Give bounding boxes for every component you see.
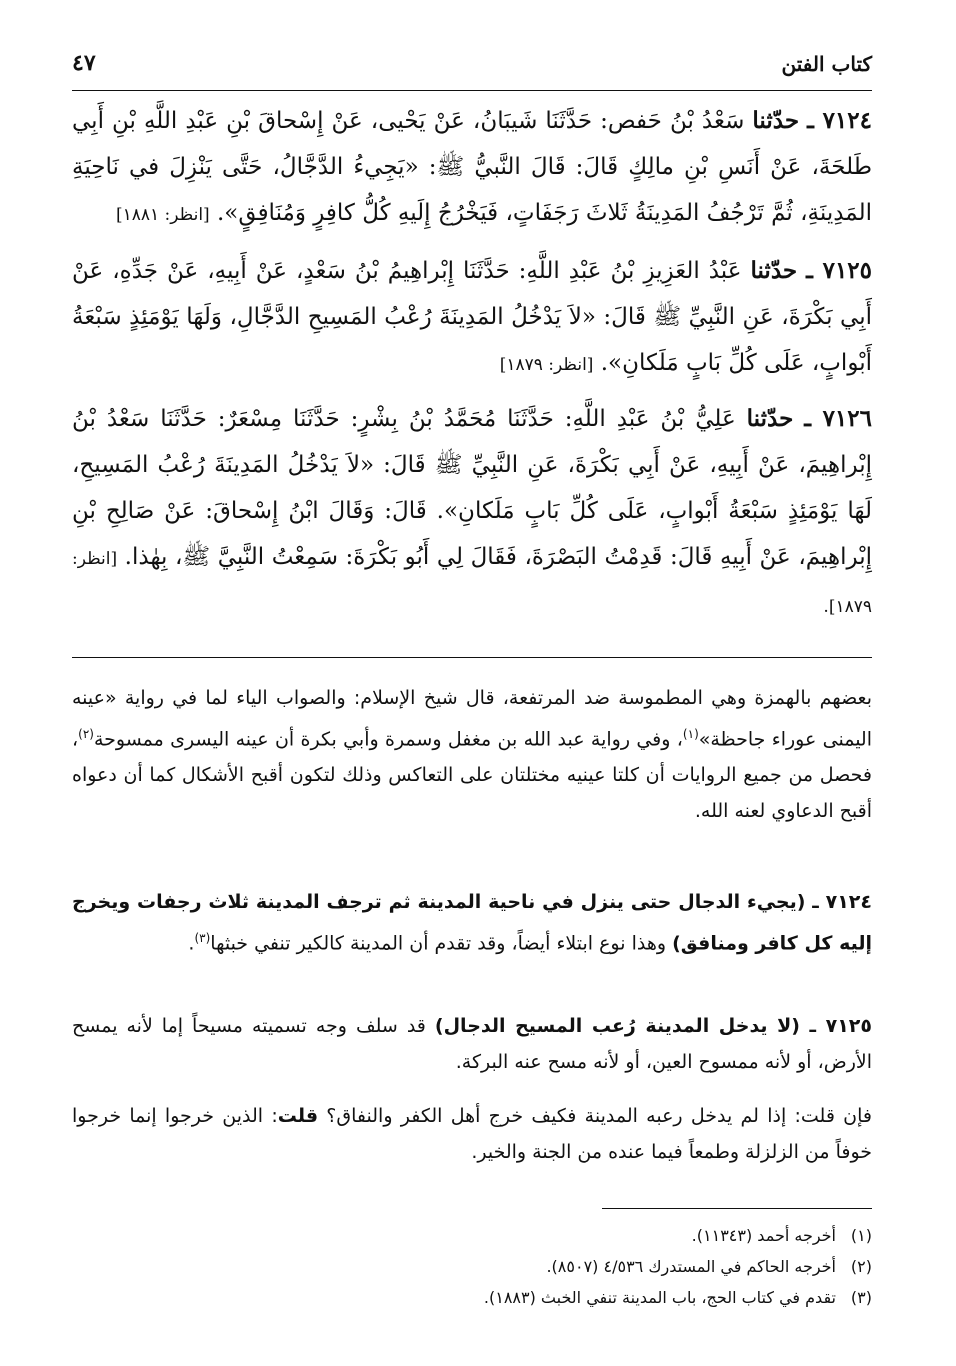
hadith-text: عَلِيُّ بْنُ عَبْدِ اللَّهِ: حَدَّثَنَا مُحَمَّدُ بْنُ بِشْرٍ: حَدَّثَنَا مِسْعَرٌ: حَدَّثَنَا سَعْدُ بْنُ إِبْراهِيمَ، عَنْ أَبِيهِ، عَنْ أَبِي بَكْرَةَ، عَنِ النَّبِيِّ ﷺ قَالَ: «لاَ يَدْخُلُ المَدِينَةَ رُعْبُ المَسِيحِ، لَهَا يَوْمَئِذٍ سَبْعَةُ أَبْوابٍ، عَلَى كُلِّ بَابٍ مَلَكانِ». قَالَ: وَقَالَ ابْنُ إِسْحاقَ: عَنْ صَالِحِ بْنِ إِبْراهِيمَ، عَنْ أَبِيهِ قَالَ: قَدِمْتُ البَصْرَةَ، فَقَالَ لِي أَبُو بَكْرَةَ: سَمِعْتُ النَّبِيَّ ﷺ، بِهٰذا. xyxy=(72,406,872,570)
footnote-number: (١) xyxy=(850,1226,872,1245)
commentary-paragraph xyxy=(72,1098,872,1170)
hadith-number: ٧١٢٥ ـ xyxy=(806,257,873,284)
section-divider xyxy=(72,657,872,658)
hadith-number: ٧١٢٤ ـ xyxy=(807,107,872,134)
footnote-item xyxy=(72,1251,872,1282)
footnote-number: (٢) xyxy=(850,1257,872,1276)
running-header xyxy=(72,40,872,91)
footnote-text: تقدم في كتاب الحج، باب المدينة تنفي الخبث (١٨٨٣). xyxy=(483,1288,836,1307)
footnote-number: (٣) xyxy=(850,1288,872,1307)
hadith-text: سَعْدُ بْنُ حَفص: حَدَّثَنَا شَيبَانُ، عَنْ يَحْيى، عَنْ إِسْحاقَ بْنِ عَبْدِ اللَّهِ بْنِ أَبِي طَلحَةَ، عَنْ أَنَسِ بْنِ مالِكٍ قَالَ: قَالَ النَّبيُّ ﷺ: «يَجِيءُ الدَّجَّالُ، حَتَّى يَنْزِلَ في نَاحِيَةِ المَدِينَةِ، ثُمَّ تَرْجُفُ المَدِينَةُ ثَلاثَ رَجَفَاتٍ، فَيَخْرُجُ إِلَيهِ كُلُّ كافِرٍ وَمُنَافِقٍ». xyxy=(72,108,872,226)
footnote-ref: (٢) xyxy=(78,727,94,741)
footnote-ref: (٣) xyxy=(194,931,211,945)
commentary-text: ، فحصل من جميع الروايات أن كلتا عينيه مختلتان على التعاكس وذلك لتكون أقبح الأشكال كما أن دعواه أقبح الدعاوي لعنه الله. xyxy=(72,728,872,823)
footnote-text: أخرجه أحمد (١١٣٤٣). xyxy=(691,1226,836,1245)
hadith-reference: [انظر: ١٨٨١] xyxy=(115,205,210,225)
commentary-heading: ٧١٢٥ ـ (لا يدخل المدينة رُعب المسيح الدجال) xyxy=(434,1015,872,1037)
hadith-7126 xyxy=(72,396,872,630)
commentary-keyword: قلت xyxy=(277,1105,319,1127)
hadith-lead: حدّثنا xyxy=(752,107,800,134)
commentary-heading: ٧١٢٤ ـ (يجيء الدجال حتى ينزل في ناحية المدينة ثم ترجف المدينة ثلاث رجفات ويخرج إليه كل كافر ومنافق) xyxy=(72,891,872,955)
commentary-text: ، وفي رواية عبد الله بن مغفل وسمرة وأبي بكرة أن عينه اليسرى ممسوحة xyxy=(93,728,683,751)
commentary-text: قد سلف وجه تسميته مسيحاً إما لأنه يمسح الأرض، أو لأنه ممسوح العين، أو لأنه مسح عنه البركة. xyxy=(72,1015,872,1073)
page-number: ٤٧ xyxy=(72,50,96,76)
hadith-reference: [انظر: ١٨٧٩] xyxy=(499,355,594,375)
commentary-paragraph xyxy=(72,884,872,961)
hadith-lead: حدّثنا xyxy=(746,405,794,432)
footnote-ref: (١) xyxy=(682,727,699,741)
hadith-7125 xyxy=(72,248,872,388)
hadith-7124 xyxy=(72,98,872,238)
hadith-lead: حدّثنا xyxy=(750,257,798,284)
hadith-text: عَبْدُ العَزِيزِ بْنُ عَبْدِ اللَّهِ: حَدَّثَنَا إِبْراهِيمُ بْنُ سَعْدٍ، عَنْ أَبِيهِ، عَنْ جَدِّهِ، عَنْ أَبِي بَكْرَةَ، عَنِ النَّبِيِّ ﷺ قَالَ: «لاَ يَدْخُلُ المَدِينَةَ رُعْبُ المَسِيحِ الدَّجَّالِ، وَلَهَا يَوْمَئِذٍ سَبْعَةُ أَبْوابٍ، عَلَى كُلِّ بَابٍ مَلَكانِ». xyxy=(72,258,872,376)
commentary-text: . xyxy=(188,932,195,955)
commentary-text: وهذا نوع ابتلاء أيضاً، وقد تقدم أن المدينة كالكير تنفي خبثها xyxy=(210,932,673,955)
hadith-number: ٧١٢٦ ـ xyxy=(804,405,872,432)
hadith-reference: [انظر: ١٨٧٩]. xyxy=(72,549,872,617)
footnote-item xyxy=(72,1282,872,1313)
book-page xyxy=(72,40,872,1340)
commentary-text: بعضهم بالهمزة وهي المطموسة ضد المرتفعة، قال شيخ الإسلام: والصواب الياء لما في رواية «عينه اليمنى عوراء جاحظة» xyxy=(72,687,873,751)
footnote-item xyxy=(72,1220,872,1251)
chapter-title: كتاب الفتن xyxy=(781,52,872,76)
commentary-text: فإن قلت: إذا لم يدخل رعبه المدينة فكيف خرج أهل الكفر والنفاق؟ xyxy=(318,1105,873,1127)
footnote-divider xyxy=(602,1208,872,1209)
footnote-text: أخرجه الحاكم في المستدرك ٤/٥٣٦ (٨٥٠٧). xyxy=(546,1257,836,1276)
commentary-paragraph xyxy=(72,1008,872,1080)
commentary-paragraph xyxy=(72,680,872,829)
footnotes xyxy=(72,1220,872,1313)
commentary-text: : الذين خرجوا إنما خرجوا خوفاً من الزلزلة وطمعاً فيما عنده من الجنة والخير. xyxy=(72,1105,872,1163)
